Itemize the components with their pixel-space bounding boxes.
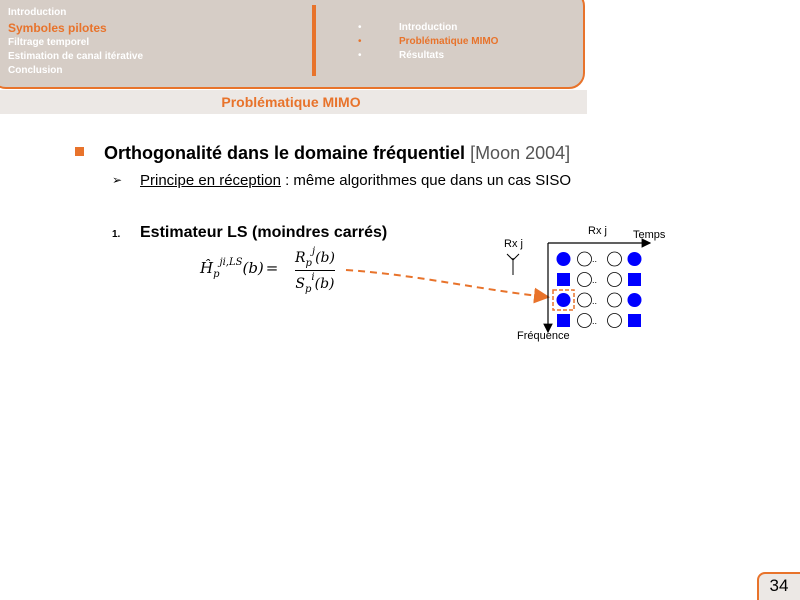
den-symbol: S [295, 276, 306, 292]
citation: [Moon 2004] [470, 143, 571, 163]
formula-arg: (b) [242, 259, 264, 277]
empty-circle [578, 293, 592, 307]
pilot-square [557, 273, 570, 286]
bullet-icon: • [358, 36, 362, 47]
ellipsis: .. [592, 316, 598, 326]
antenna-icon [507, 254, 519, 275]
list-number: 1. [112, 229, 121, 240]
pilot-square [557, 314, 570, 327]
main-bullet-text: Orthogonalité dans le domaine fréquentiel [104, 143, 466, 163]
empty-circle [608, 273, 622, 287]
den-sup: i [311, 272, 315, 283]
pilot-square [628, 273, 641, 286]
bullet-icon: • [358, 50, 362, 61]
formula-equals: = [265, 259, 279, 277]
formula-h-hat: Ĥ [200, 259, 214, 277]
rx-grid-label: Rx j [588, 225, 607, 237]
page-number: 34 [769, 576, 789, 595]
nav-symboles-pilotes[interactable]: Symboles pilotes [8, 21, 107, 35]
subnav-label: Introduction [399, 22, 458, 33]
empty-circle [578, 314, 592, 328]
empty-circle [578, 273, 592, 287]
time-label: Temps [633, 229, 666, 241]
nav-conclusion[interactable]: Conclusion [8, 65, 63, 76]
subnav-label: Problématique MIMO [399, 36, 499, 47]
empty-circle [578, 252, 592, 266]
empty-circle [608, 252, 622, 266]
pilot-circle-highlighted [557, 293, 571, 307]
pilot-square [628, 314, 641, 327]
bullet-icon: • [358, 22, 362, 33]
sub-bullet-underlined: Principe en réception [140, 172, 281, 189]
pilot-circle [628, 252, 642, 266]
subnav-label: Résultats [399, 50, 445, 61]
den-sub: p [305, 284, 312, 295]
dashed-arrow [346, 270, 548, 297]
nav-introduction[interactable]: Introduction [8, 7, 67, 18]
den-arg: (b) [314, 276, 335, 292]
num-arg: (b) [315, 250, 335, 266]
empty-circle [608, 314, 622, 328]
pilot-circle [628, 293, 642, 307]
ellipsis: .. [592, 275, 598, 285]
num-symbol: R [295, 250, 306, 266]
ellipsis: .. [592, 254, 598, 264]
pilot-circle [557, 252, 571, 266]
ellipsis: .. [592, 296, 598, 306]
rx-antenna-label: Rx j [504, 238, 523, 250]
nav-filtrage-temporel[interactable]: Filtrage temporel [8, 37, 90, 48]
num-sup: j [311, 246, 316, 257]
numbered-item: Estimateur LS (moindres carrés) [140, 224, 388, 241]
frequency-label: Fréquence [517, 330, 570, 342]
formula-sup: ji,LS [219, 257, 243, 268]
formula-sub: p [213, 269, 220, 280]
slide-title: Problématique MIMO [221, 94, 361, 110]
nav-estimation-canal[interactable]: Estimation de canal itérative [8, 51, 144, 62]
arrow-bullet-icon: ➢ [112, 173, 123, 187]
num-sub: p [305, 258, 312, 269]
sub-bullet-text: : même algorithmes que dans un cas SISO [280, 172, 572, 189]
empty-circle [608, 293, 622, 307]
